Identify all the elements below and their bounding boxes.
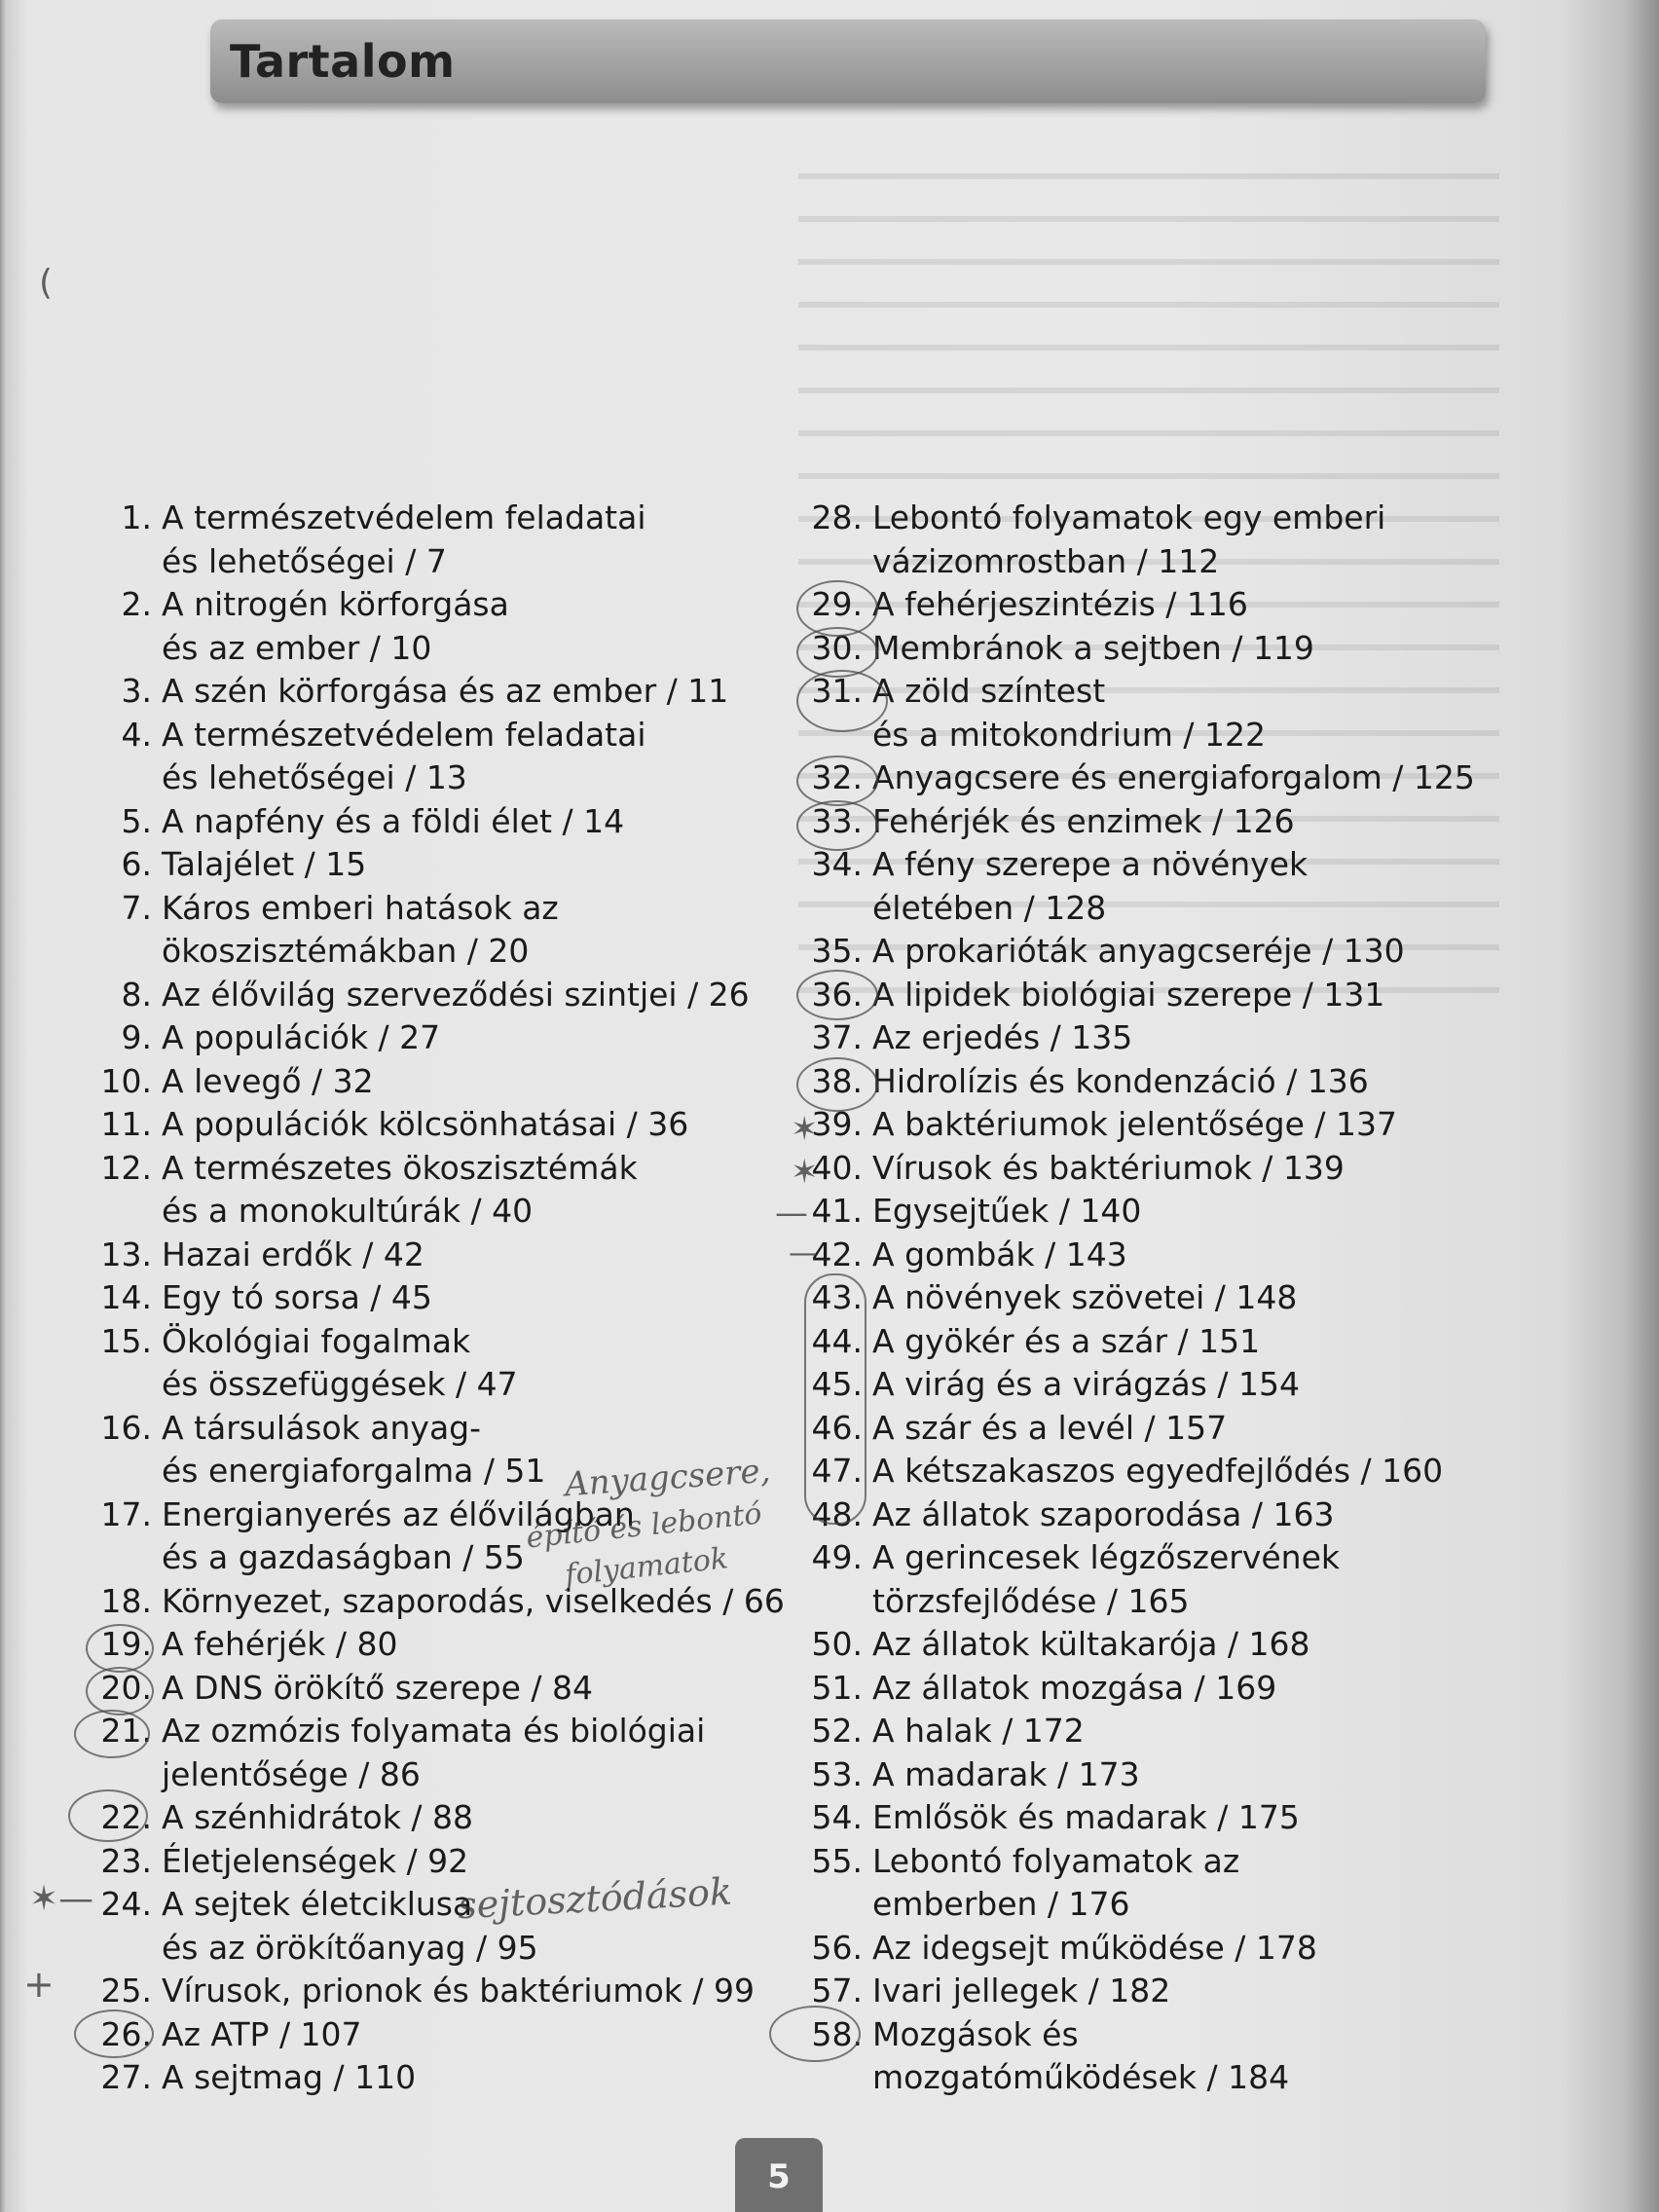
toc-entry: [93, 1970, 794, 2013]
toc-entry: [804, 1276, 1525, 1320]
toc-entry-number: 48.: [811, 1494, 863, 1533]
toc-entry-number: 19.: [100, 1625, 152, 1663]
toc-entry-number: 26.: [100, 2014, 152, 2053]
toc-entry: [93, 1580, 794, 1624]
toc-entry-title: A szár és a levél / 157: [872, 1408, 1228, 1447]
toc-entry: [93, 843, 794, 887]
toc-entry-title: A fehérjék / 80: [162, 1625, 398, 1663]
toc-entry: [804, 1190, 1525, 1234]
toc-entry-title: A populációk kölcsönhatásai / 36: [162, 1105, 689, 1143]
toc-entry-number: 24.: [100, 1885, 152, 1923]
page-number-tab: [735, 2138, 823, 2212]
toc-entry-number: 5.: [121, 801, 152, 840]
toc-entry-title: Lebontó folyamatok az emberben / 176: [872, 1841, 1240, 1923]
toc-entry-title: A társulások anyag- és energiaforgalma / 51: [162, 1408, 546, 1490]
toc-entry-number: 49.: [811, 1538, 863, 1576]
toc-entry: [804, 1536, 1525, 1623]
title-bar: [210, 19, 1486, 103]
toc-entry-number: 36.: [811, 975, 863, 1014]
toc-entry: [93, 887, 794, 974]
toc-entry: [93, 1667, 794, 1711]
toc-left-column: [93, 497, 794, 2100]
handwritten-note: Anyagcsere,: [563, 1451, 772, 1505]
toc-entry-title: A természetvédelem feladatai és lehetőségei / 13: [162, 715, 646, 796]
toc-entry: [804, 930, 1525, 974]
toc-entry-title: Vírusok és baktériumok / 139: [872, 1148, 1345, 1187]
toc-entry-number: 40.: [811, 1148, 863, 1187]
toc-entry-number: 43.: [811, 1278, 863, 1316]
toc-entry-number: 58.: [811, 2014, 863, 2053]
toc-entry-title: A populációk / 27: [162, 1018, 441, 1056]
handwritten-note: sejtosztódások: [457, 1869, 733, 1928]
toc-entry-number: 3.: [121, 672, 152, 710]
pencil-star-mark: ✶: [791, 1153, 819, 1192]
toc-entry-number: 37.: [811, 1018, 863, 1056]
toc-entry-number: 32.: [811, 758, 863, 796]
toc-entry: [804, 1450, 1525, 1493]
toc-entry: [804, 627, 1525, 671]
toc-entry-number: 9.: [121, 1018, 152, 1056]
toc-entry-number: 54.: [811, 1798, 863, 1836]
toc-entry-title: A baktériumok jelentősége / 137: [872, 1105, 1397, 1143]
toc-entry-number: 56.: [811, 1928, 863, 1967]
toc-entry: [804, 497, 1525, 583]
toc-entry-title: Az állatok mozgása / 169: [872, 1668, 1277, 1707]
toc-entry-title: A lipidek biológiai szerepe / 131: [872, 975, 1385, 1014]
toc-entry-title: Hazai erdők / 42: [162, 1235, 424, 1273]
toc-entry: [804, 1320, 1525, 1364]
toc-entry-number: 57.: [811, 1972, 863, 2009]
page-title: Tartalom: [230, 35, 456, 88]
toc-entry-title: A madarak / 173: [872, 1754, 1140, 1793]
toc-entry-title: A kétszakaszos egyedfejlődés / 160: [872, 1452, 1444, 1490]
toc-entry-title: Az állatok szaporodása / 163: [872, 1494, 1335, 1533]
toc-entry: [93, 1320, 794, 1407]
toc-entry: [93, 1623, 794, 1667]
toc-entry-number: 42.: [811, 1235, 863, 1273]
toc-entry-number: 10.: [100, 1061, 152, 1100]
toc-entry: [93, 583, 794, 670]
toc-entry-title: A növények szövetei / 148: [872, 1278, 1298, 1316]
toc-entry: [804, 1796, 1525, 1840]
toc-entry-number: 34.: [811, 845, 863, 883]
toc-entry-title: Lebontó folyamatok egy emberi vázizomrostban / 112: [872, 498, 1386, 580]
toc-entry-number: 21.: [100, 1712, 152, 1750]
toc-entry-title: A prokarióták anyagcseréje / 130: [872, 932, 1405, 970]
toc-entry-title: A gyökér és a szár / 151: [872, 1321, 1261, 1360]
toc-entry: [804, 1363, 1525, 1407]
toc-entry-number: 15.: [100, 1321, 152, 1360]
toc-entry-title: A fény szerepe a növények életében / 128: [872, 845, 1309, 927]
toc-entry: [804, 1623, 1525, 1667]
pencil-bracket: [804, 1273, 866, 1525]
toc-entry-number: 44.: [811, 1321, 863, 1360]
toc-entry: [804, 756, 1525, 800]
toc-entry-title: Egy tó sorsa / 45: [162, 1278, 432, 1316]
toc-entry-number: 12.: [100, 1148, 152, 1187]
toc-entry-title: Ivari jellegek / 182: [872, 1972, 1171, 2009]
pencil-circle: [74, 1710, 150, 1758]
pencil-circle: [74, 2009, 154, 2058]
toc-entry-title: A gerincesek légzőszervének törzsfejlődése / 165: [872, 1538, 1340, 1620]
toc-entry-title: Talajélet / 15: [162, 845, 367, 883]
toc-entry: [93, 714, 794, 800]
toc-entry-number: 25.: [100, 1972, 152, 2009]
toc-entry-number: 18.: [100, 1581, 152, 1620]
toc-entry-title: Fehérjék és enzimek / 126: [872, 801, 1295, 840]
toc-entry: [93, 2056, 794, 2100]
toc-entry-title: Az ozmózis folyamata és biológiai jelentősége / 86: [162, 1712, 706, 1793]
toc-entry-title: Hidrolízis és kondenzáció / 136: [872, 1061, 1369, 1100]
toc-entry: [804, 1493, 1525, 1537]
pencil-circle: [796, 1057, 878, 1112]
toc-entry-title: Az állatok kültakarója / 168: [872, 1625, 1310, 1663]
toc-entry: [93, 2013, 794, 2057]
toc-entry-number: 55.: [811, 1841, 863, 1880]
toc-entry: [804, 1234, 1525, 1277]
toc-entry-title: Környezet, szaporodás, viselkedés / 66: [162, 1581, 785, 1620]
handwritten-note: építő és lebontó: [524, 1496, 764, 1556]
toc-entry-number: 45.: [811, 1365, 863, 1403]
toc-entry-number: 27.: [100, 2058, 152, 2096]
toc-entry-title: Életjelenségek / 92: [162, 1841, 469, 1880]
toc-entry-title: Energianyerés az élővilágban és a gazdaságban / 55: [162, 1494, 635, 1576]
toc-entry-title: Káros emberi hatások az ökoszisztémákban / 20: [162, 888, 559, 970]
toc-entry-number: 20.: [100, 1668, 152, 1707]
toc-entry-number: 41.: [811, 1192, 863, 1230]
toc-entry: [93, 1276, 794, 1320]
toc-entry-title: Vírusok, prionok és baktériumok / 99: [162, 1972, 755, 2009]
toc-entry: [804, 1710, 1525, 1753]
pencil-circle: [796, 670, 888, 732]
toc-entry-number: 29.: [811, 585, 863, 623]
toc-entry: [804, 1103, 1525, 1147]
pencil-circle: [86, 1624, 154, 1673]
handwritten-note: folyamatok: [563, 1541, 730, 1593]
toc-entry-number: 14.: [100, 1278, 152, 1316]
toc-entry: [804, 1667, 1525, 1711]
toc-entry-number: 17.: [100, 1494, 152, 1533]
toc-entry-title: A DNS örökítő szerepe / 84: [162, 1668, 594, 1707]
toc-entry: [804, 583, 1525, 627]
toc-entry: [93, 974, 794, 1017]
toc-entry-title: A fehérjeszintézis / 116: [872, 585, 1248, 623]
toc-entry-number: 52.: [811, 1712, 863, 1750]
toc-entry: [93, 1060, 794, 1104]
toc-entry-number: 13.: [100, 1235, 152, 1273]
toc-entry-title: Anyagcsere és energiaforgalom / 125: [872, 758, 1475, 796]
toc-entry-title: A sejtmag / 110: [162, 2058, 417, 2096]
toc-entry: [93, 1103, 794, 1147]
toc-entry: [804, 800, 1525, 844]
toc-entry-number: 30.: [811, 628, 863, 667]
toc-entry: [804, 1753, 1525, 1797]
toc-entry-title: A gombák / 143: [872, 1235, 1127, 1273]
toc-entry-number: 46.: [811, 1408, 863, 1447]
toc-entry-title: Az élővilág szerveződési szintjei / 26: [162, 975, 750, 1014]
toc-entry-title: A virág és a virágzás / 154: [872, 1365, 1300, 1403]
toc-entry: [93, 1796, 794, 1840]
pencil-star-mark: ✶: [791, 1110, 819, 1149]
toc-entry: [93, 1016, 794, 1060]
toc-entry-number: 4.: [121, 715, 152, 754]
toc-entry: [804, 1840, 1525, 1927]
toc-entry-number: 7.: [121, 888, 152, 927]
toc-entry-title: A halak / 172: [872, 1712, 1085, 1750]
toc-entry-title: A zöld színtest és a mitokondrium / 122: [872, 672, 1267, 754]
toc-entry: [804, 1060, 1525, 1104]
toc-entry: [804, 843, 1525, 930]
toc-entry: [93, 1234, 794, 1277]
toc-entry-number: 11.: [100, 1105, 152, 1143]
pencil-circle: [68, 1789, 148, 1842]
toc-entry-number: 22.: [100, 1798, 152, 1836]
toc-entry-title: Az erjedés / 135: [872, 1018, 1133, 1056]
toc-entry: [804, 1407, 1525, 1451]
toc-entry-title: Emlősök és madarak / 175: [872, 1798, 1300, 1836]
toc-entry-number: 8.: [121, 975, 152, 1014]
pencil-circle: [769, 2006, 861, 2062]
toc-entry: [93, 1710, 794, 1796]
toc-entry-number: 6.: [121, 845, 152, 883]
toc-entry-number: 47.: [811, 1452, 863, 1490]
toc-entry-title: Ökológiai fogalmak és összefüggések / 47: [162, 1321, 518, 1403]
toc-entry-number: 16.: [100, 1408, 152, 1447]
toc-entry-title: A levegő / 32: [162, 1061, 374, 1100]
toc-entry-title: A szénhidrátok / 88: [162, 1798, 473, 1836]
pencil-circle: [86, 1667, 154, 1715]
toc-entry-title: A természetvédelem feladatai és lehetőségei / 7: [162, 498, 646, 580]
pencil-star-mark: ✶—: [29, 1879, 94, 1919]
toc-entry-title: Az ATP / 107: [162, 2014, 362, 2053]
toc-entry-number: 35.: [811, 932, 863, 970]
toc-entry-number: 1.: [121, 498, 152, 536]
toc-entry: [804, 974, 1525, 1017]
toc-entry-title: Membránok a sejtben / 119: [872, 628, 1314, 667]
toc-entry: [804, 1147, 1525, 1191]
toc-entry-title: Egysejtűek / 140: [872, 1192, 1142, 1230]
toc-entry-number: 53.: [811, 1754, 863, 1793]
toc-entry-number: 50.: [811, 1625, 863, 1663]
toc-entry: [804, 1970, 1525, 2013]
toc-entry-title: A szén körforgása és az ember / 11: [162, 672, 729, 710]
toc-entry-number: 51.: [811, 1668, 863, 1707]
toc-entry-number: 38.: [811, 1061, 863, 1100]
toc-entry: [804, 2013, 1525, 2100]
pencil-circle: [796, 756, 878, 806]
toc-entry: [804, 1927, 1525, 1971]
toc-entry: [93, 497, 794, 583]
toc-entry-number: 28.: [811, 498, 863, 536]
toc-entry-number: 33.: [811, 801, 863, 840]
pencil-dash-mark: —: [789, 1236, 818, 1271]
pencil-plus-mark: +: [23, 1963, 55, 2006]
pencil-dash-mark: —: [775, 1194, 808, 1233]
toc-entry-title: Az idegsejt működése / 178: [872, 1928, 1317, 1967]
toc-entry-number: 39.: [811, 1105, 863, 1143]
pencil-check-mark: (: [39, 263, 54, 303]
toc-entry-number: 31.: [811, 672, 863, 710]
toc-entry-title: A napfény és a földi élet / 14: [162, 801, 625, 840]
page-number: 5: [767, 2157, 791, 2196]
toc-entry: [804, 670, 1525, 756]
toc-entry: [804, 1016, 1525, 1060]
toc-entry-number: 2.: [121, 585, 152, 623]
toc-entry-title: A sejtek életciklusa és az örökítőanyag / 95: [162, 1885, 538, 1967]
pencil-circle: [796, 800, 878, 851]
toc-entry-title: A nitrogén körforgása és az ember / 10: [162, 585, 509, 667]
toc-entry: [93, 800, 794, 844]
toc-entry: [93, 670, 794, 714]
toc-entry-title: A természetes ökoszisztémák és a monokultúrák / 40: [162, 1148, 638, 1230]
pencil-circle: [796, 970, 878, 1020]
toc-entry-title: Mozgások és mozgatóműködések / 184: [872, 2014, 1290, 2096]
toc-right-column: [804, 497, 1525, 2100]
toc-entry: [93, 1147, 794, 1234]
toc-entry-number: 23.: [100, 1841, 152, 1880]
